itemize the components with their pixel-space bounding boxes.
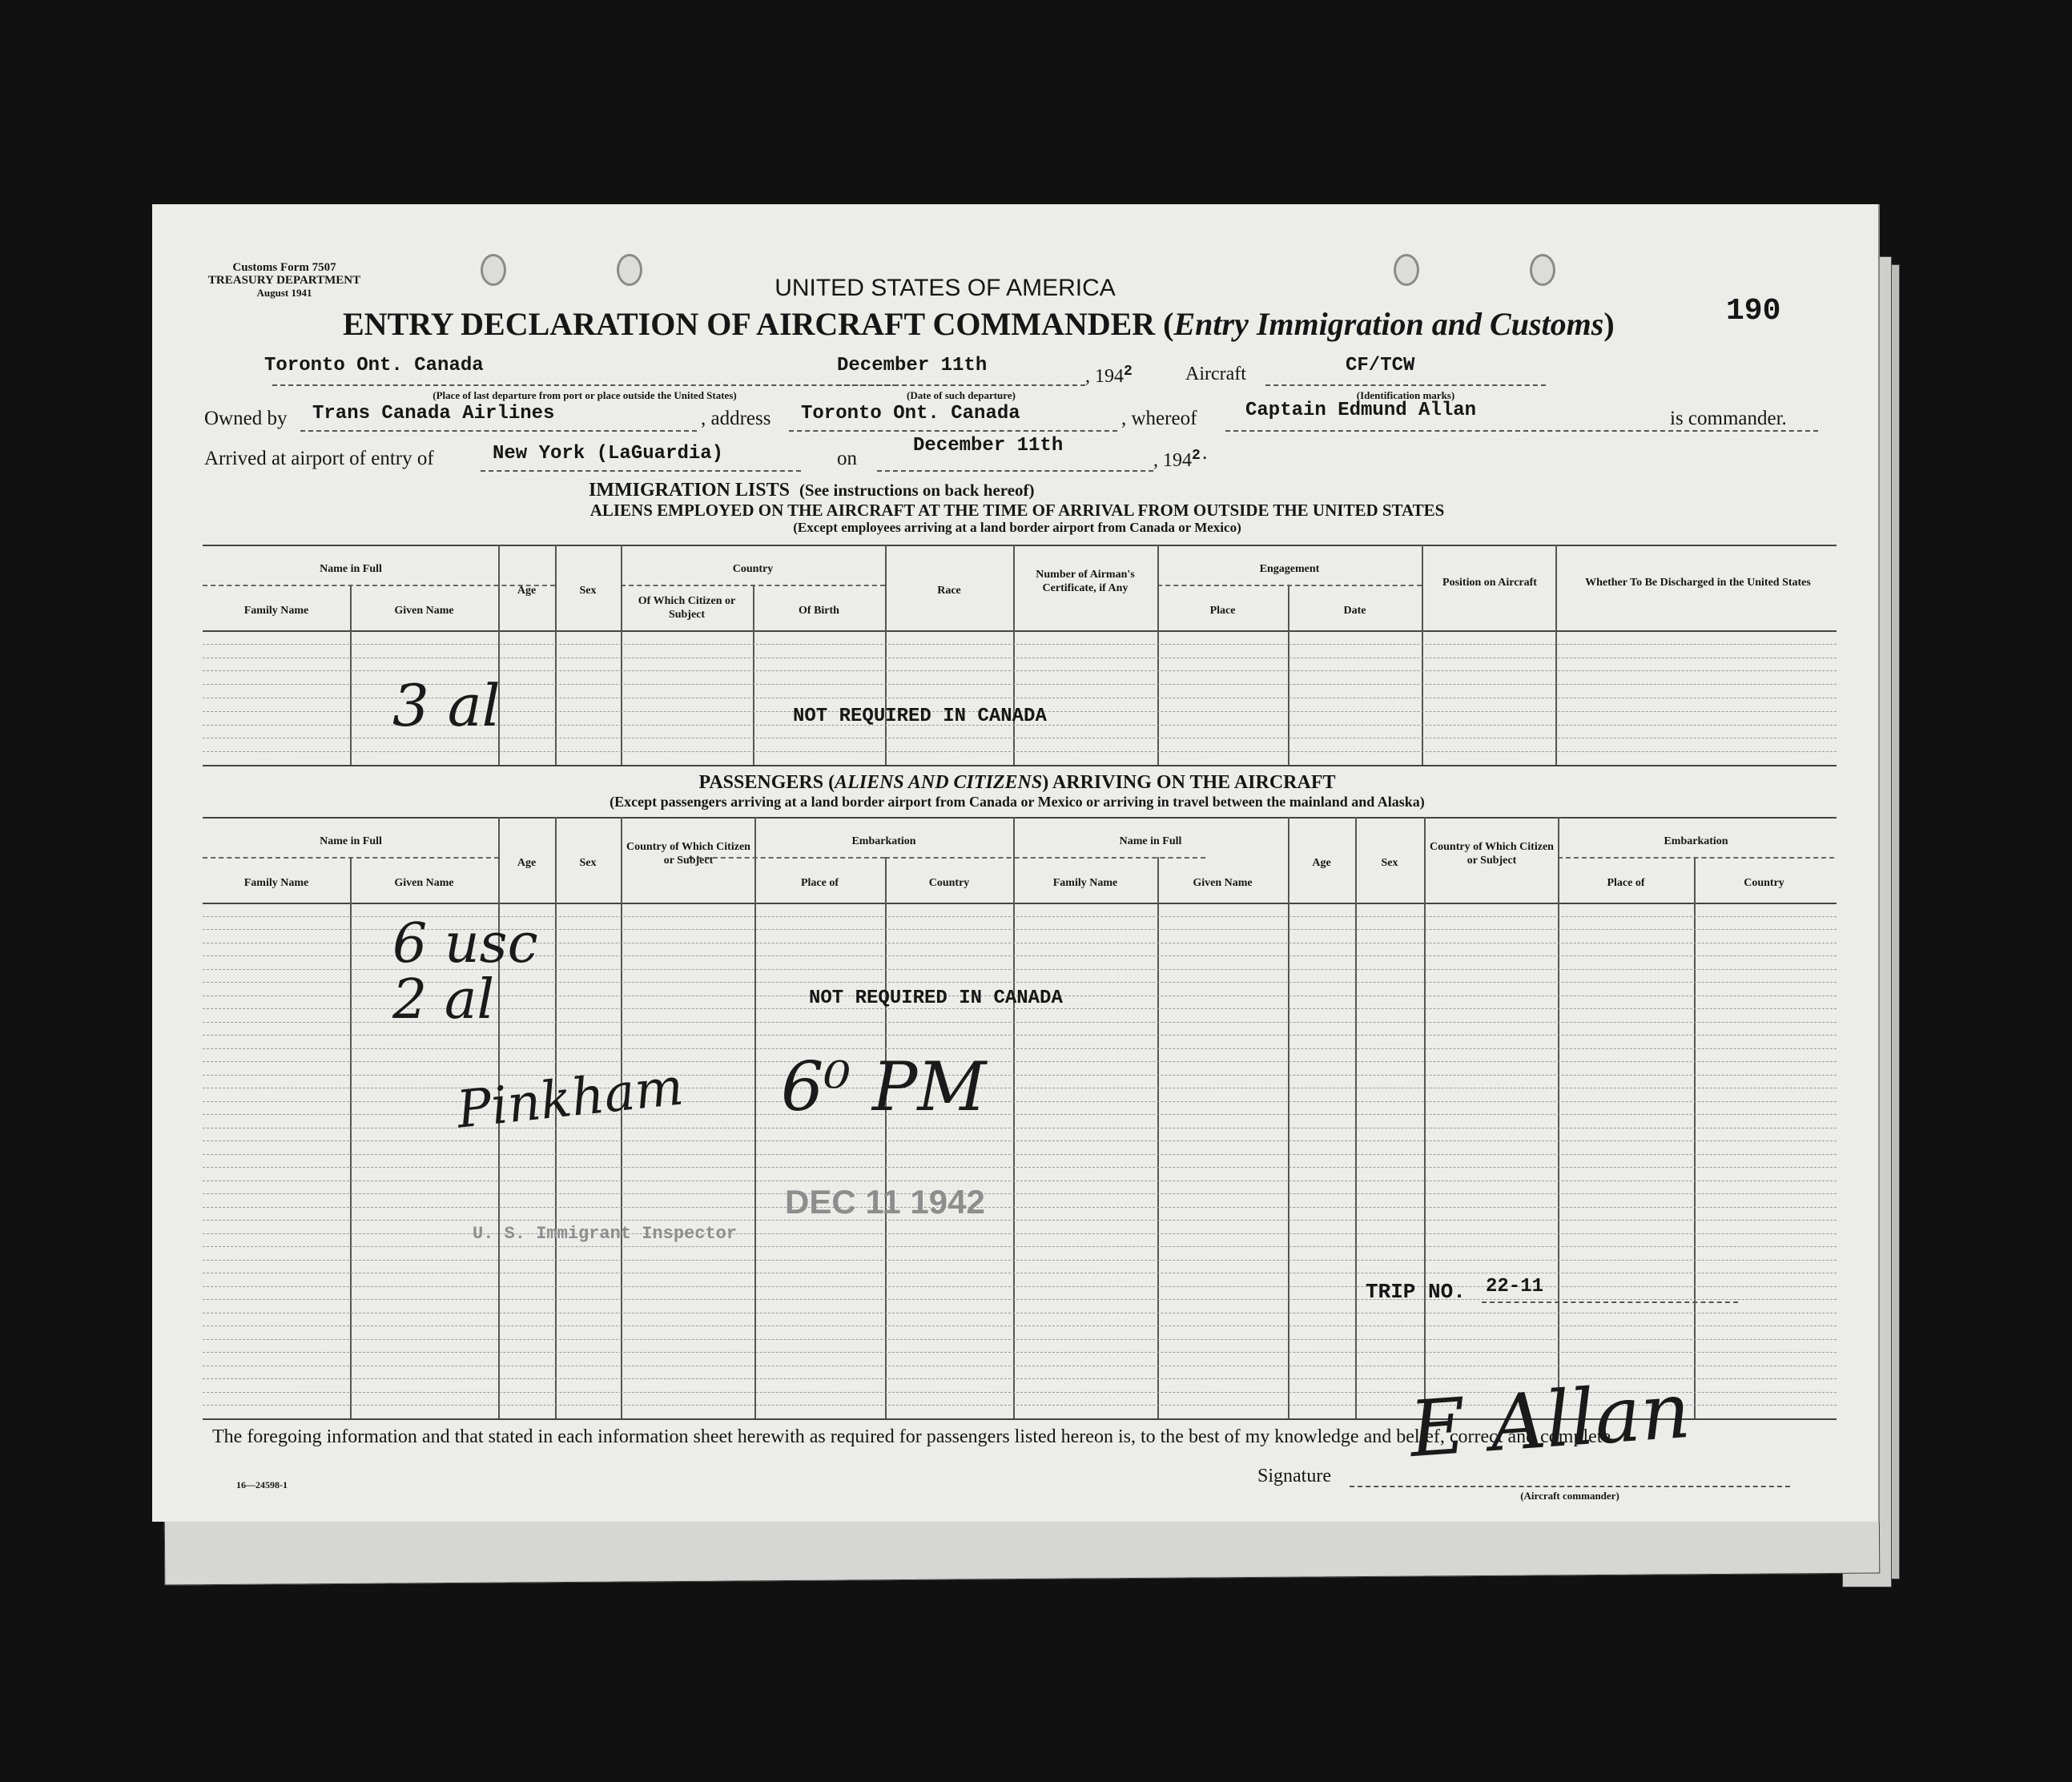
table-row-rule [203,1207,1837,1208]
departure-place-line [272,384,897,386]
is-commander-label: is commander. [1670,408,1787,429]
print-code: 16—24598-1 [236,1479,288,1490]
col-age-2: Age [1312,857,1331,869]
form-title-main: ENTRY DECLARATION OF AIRCRAFT COMMANDER ( [343,306,1174,342]
table-row-rule [203,1075,1837,1076]
table-col-line [1013,817,1015,1418]
arrival-airport: New York (LaGuardia) [493,443,724,465]
table-col-line [1422,545,1423,765]
col-place-of-2: Place of [1607,877,1645,889]
inspector-signature: Pinkham [453,1057,686,1140]
table-row-rule [203,1193,1837,1194]
table-col-line [621,545,622,765]
handwritten-arrival-time: 6⁰ PM [781,1048,987,1126]
address-label: , address [701,408,771,429]
table-row-rule [203,1233,1837,1234]
page-number: 190 [1726,294,1781,328]
col-country-citizen-2: Country of Which Citizen or Subject [1430,841,1554,867]
col-country-2: Country [1744,877,1784,889]
col-name-in-full-2: Name in Full [1119,835,1182,847]
date-stamp: DEC 11 1942 [785,1183,985,1221]
table-col-line [754,817,756,1418]
inspector-stamp: U. S. Immigrant Inspector [473,1224,738,1244]
handwritten-alien-count: 2 al [392,968,495,1032]
col-citizen: Of Which Citizen or Subject [638,595,736,621]
aircraft-id: CF/TCW [1346,355,1415,376]
col-sex: Sex [579,857,597,869]
col-given-name-2: Given Name [1193,877,1253,889]
table-rule [1157,585,1422,586]
col-engagement: Engagement [1259,563,1320,575]
col-place-of: Place of [800,877,839,889]
aliens-subheading: (Except employees arriving at a land border airport from Canada or Mexico) [793,520,1241,535]
table-row-rule [203,644,1837,645]
table-row-rule [203,1286,1837,1287]
col-name-in-full: Name in Full [320,563,382,575]
table-row-rule [203,1339,1837,1340]
arrival-airport-line [481,470,801,472]
table-col-line [555,545,557,765]
col-place: Place [1209,605,1236,617]
table-rule [203,765,1837,766]
arrival-year: , $194^{2.}$ [1153,448,1209,471]
handwritten-citizen-count: 6 usc [392,912,538,975]
col-date: Date [1343,605,1366,617]
col-certificate: Number of Airman's Certificate, if Any [1036,569,1135,594]
departure-date-caption: (Date of such departure) [907,389,1016,401]
table-row-rule [203,1220,1837,1221]
col-embarkation: Embarkation [851,835,916,847]
passengers-subheading: (Except passengers arriving at a land border airport from Canada or Mexico or arriving in travel between the mainland and Alaska) [610,794,1425,810]
punch-hole [481,254,506,286]
col-sex: Sex [579,585,597,597]
whereof-label: , whereof [1121,408,1197,429]
immigration-title: IMMIGRATION LISTS (See instructions on back hereof) [589,480,1035,501]
col-race: Race [937,585,961,597]
form-date: August 1941 [256,287,312,299]
departure-place-caption: (Place of last departure from port or place outside the United States) [433,389,737,401]
col-sex-2: Sex [1381,857,1398,869]
trip-label: TRIP NO. [1366,1280,1466,1304]
table-rule [203,817,1837,819]
departure-date-line [837,384,1085,386]
table-row-rule [203,1352,1837,1353]
departure-place: Toronto Ont. Canada [264,355,484,376]
col-position: Position on Aircraft [1442,577,1537,589]
table-col-line [1694,857,1696,1418]
passengers-heading: PASSENGERS (ALIENS AND CITIZENS) ARRIVING ON THE AIRCRAFT [698,772,1336,793]
table-row-rule [203,1140,1837,1141]
table-row-rule [203,1167,1837,1168]
aircraft-id-caption: (Identification marks) [1356,389,1455,401]
arrival-date-line [877,470,1153,472]
col-name-in-full: Name in Full [320,835,382,847]
owner-address: Toronto Ont. Canada [801,403,1020,424]
table-col-line [1013,545,1015,765]
form-title-italic: Entry Immigration and Customs [1173,306,1604,342]
declaration-text: The foregoing information and that stated in each information sheet herewith as required for passengers listed hereon is, to the best of my knowledge and belief, correct and complete. [212,1426,1616,1447]
table-row-rule [203,1246,1837,1247]
signature-line [1350,1486,1790,1487]
table-rule [203,545,1837,546]
form-title-close: ) [1603,306,1615,342]
table-row-rule [203,1154,1837,1155]
trip-number: 22-11 [1486,1276,1544,1297]
signature-caption: (Aircraft commander) [1520,1490,1619,1502]
trip-number-line [1482,1301,1738,1303]
col-country: Country [928,877,970,889]
table-col-line [1288,817,1289,1418]
col-age: Age [517,857,537,869]
table-row-rule [203,751,1837,752]
table-row-rule [203,1048,1837,1049]
table-col-line [885,857,887,1418]
owned-by-label: Owned by [204,408,288,429]
aircraft-label: Aircraft [1185,364,1246,384]
commander-name: Captain Edmund Allan [1245,400,1477,421]
table-row-rule [203,1260,1837,1261]
table-col-line [885,545,887,765]
form-number: Customs Form 7507 [232,261,336,274]
table-row-rule [203,1114,1837,1115]
col-given-name: Given Name [394,605,454,617]
col-country-citizen: Country of Which Citizen or Subject [626,841,750,867]
punch-hole [1394,254,1419,286]
table-col-line [1355,817,1357,1418]
table-col-line [1555,545,1557,765]
not-required-notice-1: NOT REQUIRED IN CANADA [793,706,1047,727]
table-row-rule [203,1061,1837,1062]
col-discharged: Whether To Be Discharged in the United States [1585,577,1811,589]
table-rule [203,630,1837,632]
table-col-line [1157,857,1159,1418]
punch-hole [617,254,642,286]
table-col-line [1558,817,1559,1418]
table-col-line [350,857,352,1418]
signature-label: Signature [1257,1466,1331,1486]
not-required-notice-2: NOT REQUIRED IN CANADA [809,988,1063,1009]
departure-year: , $194^2$ [1085,364,1133,387]
table-row-rule [203,1101,1837,1102]
on-label: on [837,448,857,469]
aliens-heading: ALIENS EMPLOYED ON THE AIRCRAFT AT THE TIME OF ARRIVAL FROM OUTSIDE THE UNITED STATES [589,501,1445,520]
col-birth: Of Birth [799,605,839,617]
commander-signature: E Allan [1406,1365,1693,1475]
owner-line [300,430,697,432]
table-row-rule [203,1299,1837,1300]
table-row-rule [203,1035,1837,1036]
aircraft-id-line [1265,384,1546,386]
address-line [789,430,1117,432]
form-department: TREASURY DEPARTMENT [207,274,361,287]
col-family-name: Family Name [243,605,309,617]
table-col-line [1157,545,1159,765]
table-col-line [1424,817,1426,1418]
departure-date: December 11th [837,355,988,376]
table-rule [203,903,1837,904]
col-given-name: Given Name [394,877,454,889]
col-country: Country [732,563,774,575]
col-age: Age [517,585,537,597]
owner-name: Trans Canada Airlines [312,403,555,424]
form-page [152,204,1880,1522]
col-family-name-2: Family Name [1052,877,1118,889]
handwritten-crew-count: 3 al [392,672,501,739]
arrival-date: December 11th [913,435,1064,457]
punch-hole [1530,254,1555,286]
col-embarkation-2: Embarkation [1664,835,1728,847]
form-title [343,308,1615,340]
arrived-label: Arrived at airport of entry of [204,448,434,469]
table-row-rule [203,1325,1837,1326]
table-rule [1558,857,1834,859]
commander-line [1225,430,1818,432]
country-title: UNITED STATES OF AMERICA [774,275,1116,301]
col-family-name: Family Name [243,877,309,889]
